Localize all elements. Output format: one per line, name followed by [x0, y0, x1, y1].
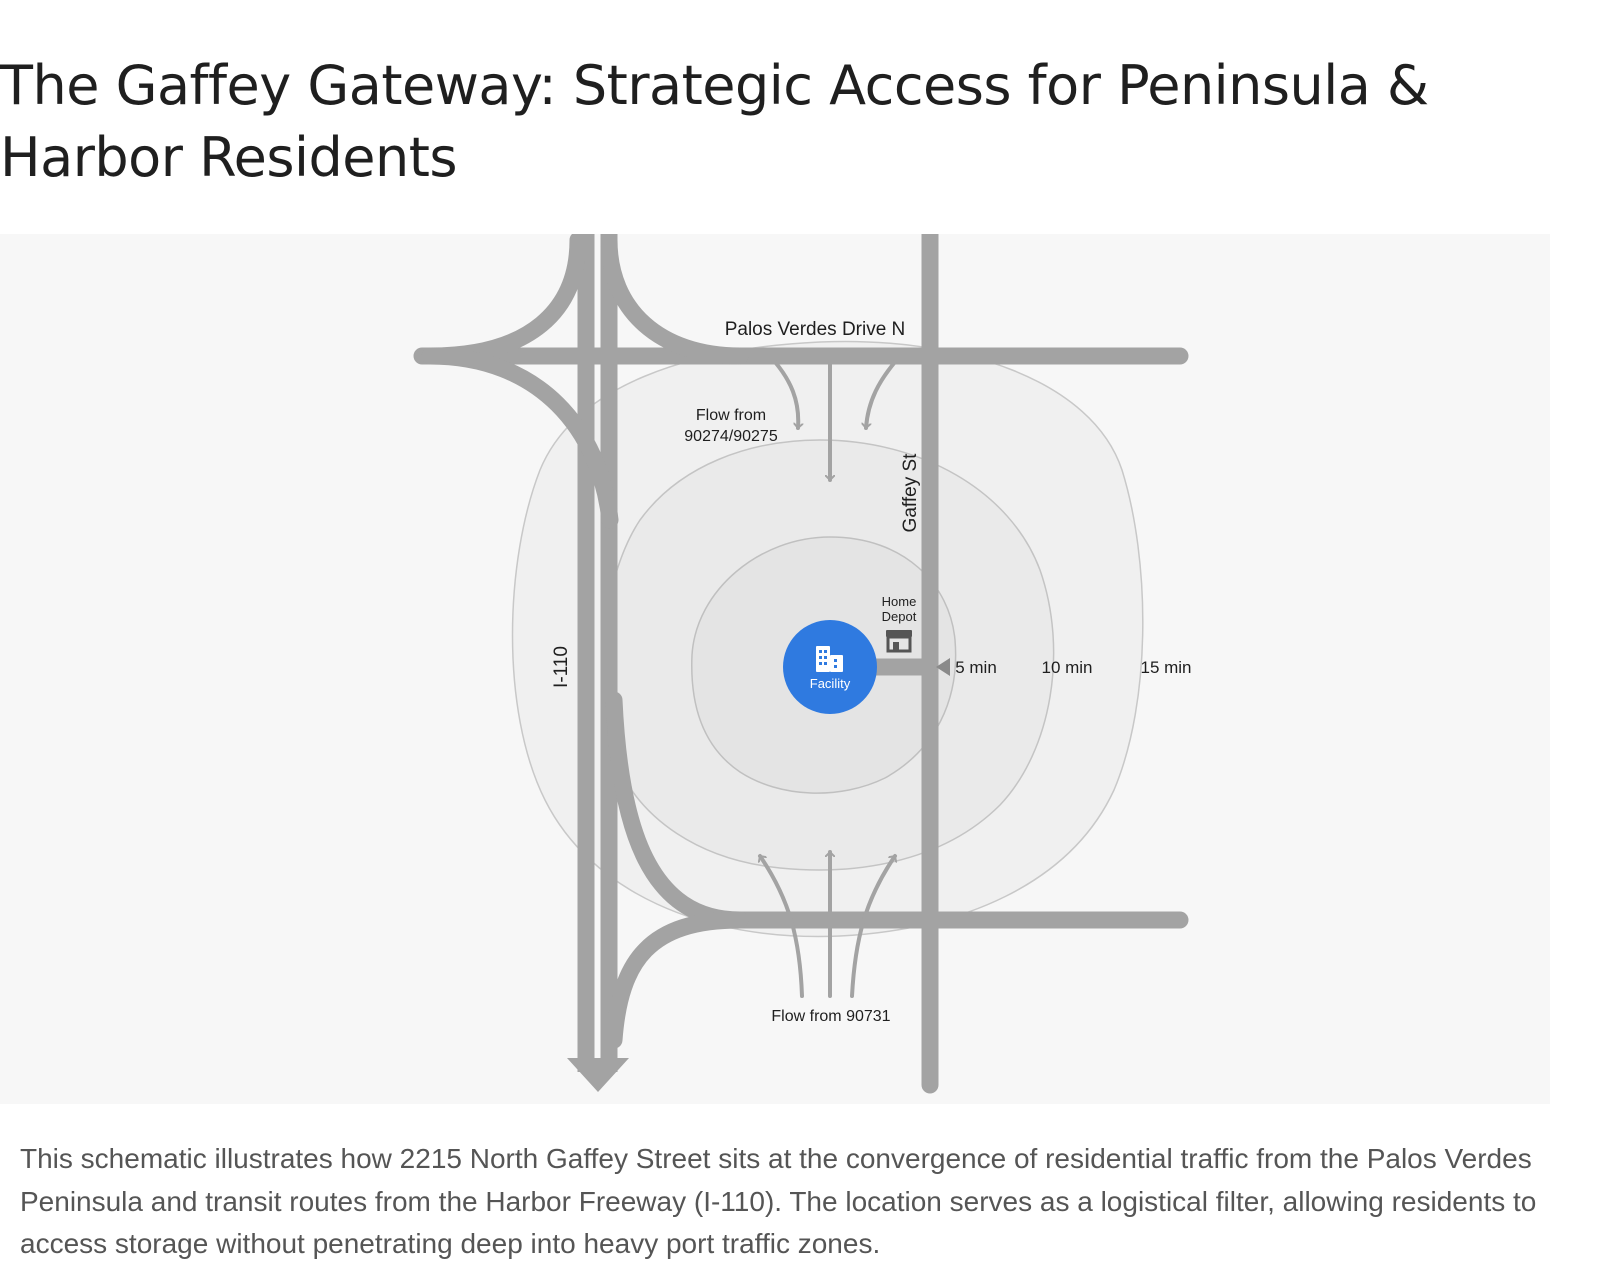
- drive-time-5-min: 5 min: [955, 658, 997, 677]
- drive-time-15-min: 15 min: [1140, 658, 1192, 677]
- ramp-south-east-lower: [614, 920, 740, 1040]
- diagram-caption: This schematic illustrates how 2215 North Gaffey Street sits at the convergence of residential traffic from the Palos Verdes Peninsula and transit routes from the Harbor Freeway (I-110). The location serves as a logistical filter, allowing residents to access storage without penetrating deep into heavy port traffic zones.: [20, 1143, 1537, 1259]
- drive-time-10-min: 10 min: [1041, 658, 1093, 677]
- facility-label: Facility: [809, 676, 851, 691]
- page-title: The Gaffey Gateway: Strategic Access for Peninsula & Harbor Residents: [0, 54, 1429, 189]
- facility-marker: [783, 620, 877, 714]
- gaffey-st-label: Gaffey St: [900, 453, 921, 533]
- ramp-north-east: [609, 240, 740, 356]
- flow-south-label: Flow from 90731: [771, 1008, 891, 1025]
- landmark-label-line1: Home: [881, 594, 917, 609]
- flow-north-label-line1: Flow from: [695, 407, 767, 424]
- flow-north-label-line2: 90274/90275: [684, 428, 778, 445]
- i110-direction-arrow: [567, 1058, 629, 1092]
- palos-verdes-drive-label: Palos Verdes Drive N: [724, 319, 906, 340]
- i110-label: I-110: [551, 646, 572, 688]
- diagram-canvas: [0, 234, 1550, 1104]
- landmark-label-line2: Depot: [881, 609, 917, 624]
- ramp-north-west: [430, 240, 578, 356]
- access-diagram: [0, 234, 1550, 1104]
